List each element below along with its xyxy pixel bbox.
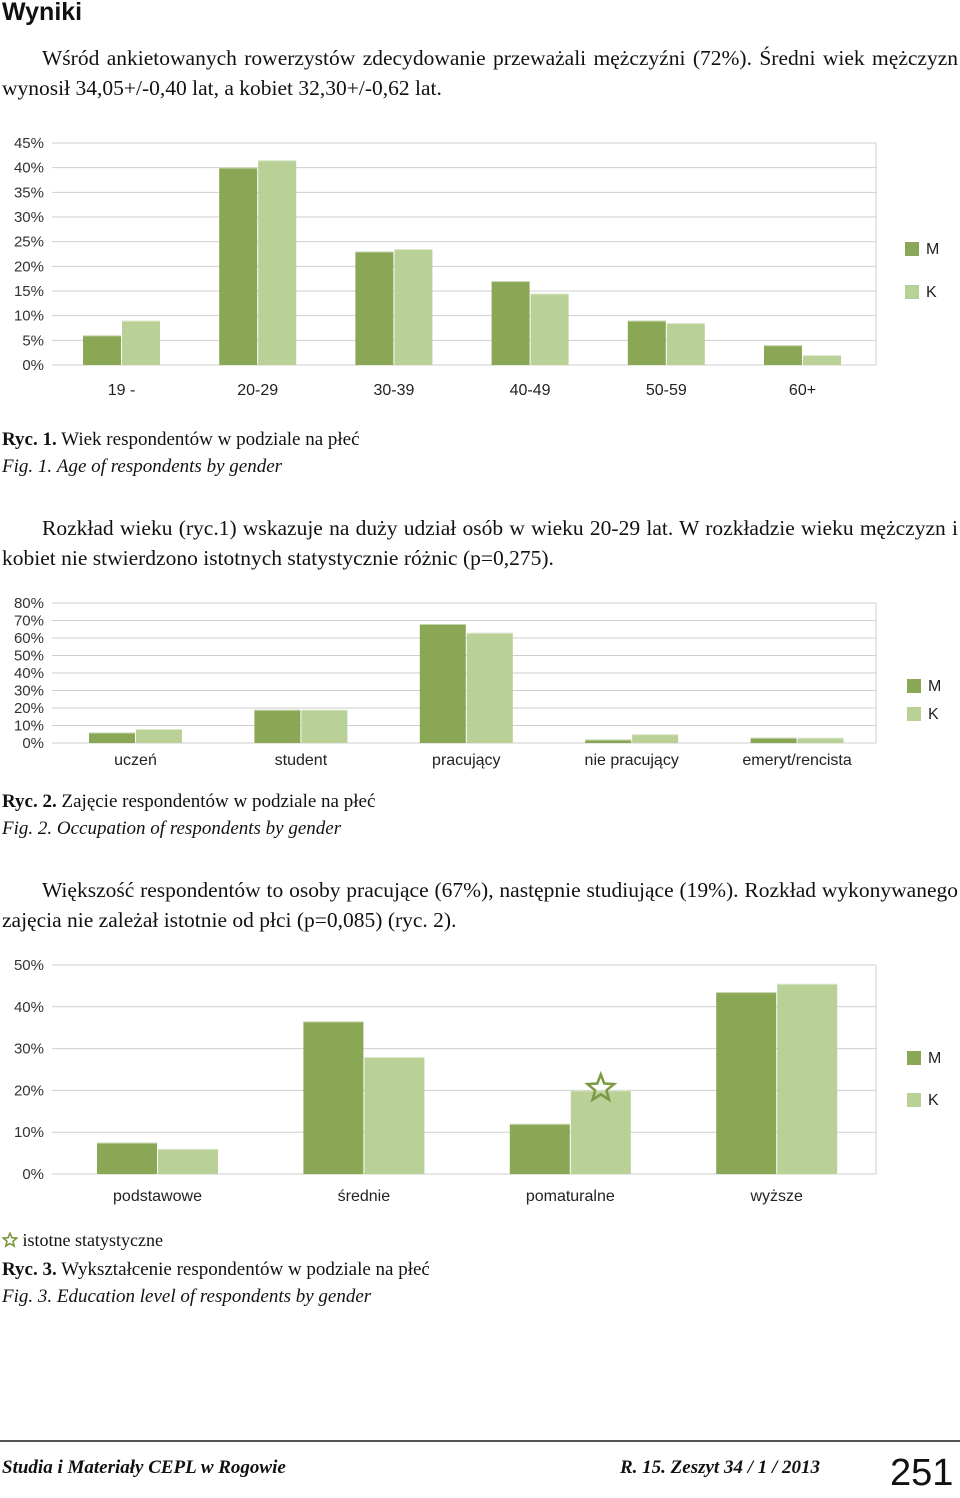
caption-fig2 (2, 788, 375, 842)
bar-m (420, 624, 466, 743)
section-title: Wyniki (2, 0, 83, 26)
caption-fig2-fig-label: Fig. 2. (2, 818, 53, 839)
bar-m (628, 321, 666, 365)
footer-journal: Studia i Materiały CEPL w Rogowie (2, 1457, 286, 1478)
category-label: 20-29 (237, 382, 279, 399)
caption-fig1-ryc-label: Ryc. 1. (2, 429, 57, 450)
y-tick-label: 30% (13, 682, 44, 700)
caption-fig2-ryc-label: Ryc. 2. (2, 791, 57, 812)
y-tick-label: 35% (13, 184, 44, 202)
legend-swatch-m (905, 242, 919, 256)
category-label: pomaturalne (525, 1188, 615, 1205)
caption-fig3 (2, 1256, 430, 1310)
page-number: 251 (890, 1452, 954, 1494)
legend-label: K (928, 706, 939, 723)
bar-m (764, 345, 802, 365)
y-tick-label: 10% (13, 307, 44, 325)
category-label: wyższe (750, 1188, 803, 1205)
category-label: nie pracujący (584, 752, 679, 769)
significance-note-text: istotne statystyczne (22, 1230, 163, 1250)
y-tick-label: 0% (22, 735, 44, 752)
category-label: 50-59 (645, 382, 687, 399)
paragraph-3: Większość respondentów to osoby pracujące (67%), następnie studiujące (19%). Rozkład wykonywanego zajęcia nie zależał istotnie od płci (p=0,085) (ryc. 2). (2, 878, 958, 932)
caption-fig1-fig-text: Age of respondents by gender (56, 456, 283, 477)
legend-label: M (926, 241, 940, 258)
y-tick-label: 15% (13, 283, 44, 300)
y-tick-label: 10% (13, 717, 44, 735)
bar-m (716, 992, 776, 1174)
category-label: 19 - (107, 382, 136, 399)
legend-swatch-k (905, 285, 919, 299)
category-label: podstawowe (113, 1188, 202, 1205)
bar-m (492, 281, 530, 365)
bar-k (122, 321, 160, 365)
footer-issue: R. 15. Zeszyt 34 / 1 / 2013 (620, 1457, 821, 1478)
chart-occupation-by-gender (0, 590, 960, 780)
y-tick-label: 40% (13, 665, 44, 682)
y-tick-label: 20% (13, 700, 44, 717)
category-label: emeryt/rencista (742, 752, 852, 769)
bar-k (531, 293, 569, 365)
legend-label: K (926, 284, 937, 301)
bar-k (301, 710, 347, 743)
y-tick-label: 20% (13, 1082, 44, 1100)
category-label: średnie (337, 1188, 391, 1205)
y-tick-label: 40% (13, 998, 44, 1016)
y-tick-label: 30% (13, 1040, 44, 1058)
y-tick-label: 5% (22, 332, 44, 350)
caption-fig3-fig-text: Education level of respondents by gender (56, 1286, 372, 1307)
caption-fig2-fig-text: Occupation of respondents by gender (56, 818, 342, 839)
y-tick-label: 25% (13, 233, 44, 251)
y-tick-label: 60% (13, 630, 44, 647)
category-label: 40-49 (509, 382, 551, 399)
footer-rule (0, 1440, 960, 1442)
legend-swatch-m (907, 1051, 921, 1065)
category-label: 30-39 (373, 382, 415, 399)
y-tick-label: 80% (13, 595, 44, 612)
bar-k (632, 734, 678, 743)
bar-k (136, 729, 182, 743)
category-label: uczeń (114, 752, 157, 769)
bar-k (667, 323, 705, 365)
legend-label: K (928, 1092, 939, 1109)
paragraph-1: Wśród ankietowanych rowerzystów zdecydowanie przeważali mężczyźni (72%). Średni wiek mężczyzn wynosił 34,05+/-0,40 lat, a kobiet 32,30+/-0,62 lat. (2, 46, 958, 100)
bar-m (303, 1021, 363, 1174)
bar-k (777, 984, 837, 1174)
caption-fig3-fig-label: Fig. 3. (2, 1286, 53, 1307)
bar-m (254, 710, 300, 743)
bar-m (89, 733, 135, 744)
chart-age-by-gender (0, 130, 960, 410)
legend-swatch-m (907, 679, 921, 693)
caption-fig1 (2, 426, 360, 480)
y-tick-label: 40% (13, 159, 44, 177)
caption-fig3-ryc-text: Wykształcenie respondentów w podziale na płeć (61, 1259, 430, 1280)
caption-fig1-fig-label: Fig. 1. (2, 456, 53, 477)
legend-label: M (928, 1050, 942, 1067)
bar-m (219, 168, 257, 365)
legend-swatch-k (907, 1093, 921, 1107)
category-label: 60+ (788, 382, 817, 399)
bar-m (510, 1124, 570, 1174)
legend-label: M (928, 678, 942, 695)
legend-swatch-k (907, 707, 921, 721)
chart-education-by-gender (0, 948, 960, 1218)
category-label: student (274, 752, 328, 769)
bar-k (394, 249, 432, 365)
category-label: pracujący (432, 752, 501, 769)
bar-m (97, 1143, 157, 1174)
y-tick-label: 30% (13, 209, 44, 226)
y-tick-label: 45% (13, 135, 44, 152)
paragraph-2: Rozkład wieku (ryc.1) wskazuje na duży udział osób w wieku 20-29 lat. W rozkładzie wieku mężczyzn i kobiet nie stwierdzono istotnych statystycznie różnic (p=0,275). (2, 516, 958, 570)
caption-fig1-ryc-text: Wiek respondentów w podziale na płeć (61, 429, 360, 450)
bar-k (803, 355, 841, 365)
bar-k (467, 633, 513, 743)
caption-fig2-ryc-text: Zajęcie respondentów w podziale na płeć (61, 791, 376, 812)
y-tick-label: 0% (22, 1166, 44, 1183)
significance-note (2, 1230, 163, 1251)
bar-k (364, 1057, 424, 1174)
y-tick-label: 50% (13, 647, 44, 665)
bar-m (83, 335, 121, 365)
y-tick-label: 20% (13, 258, 44, 276)
y-tick-label: 70% (13, 612, 44, 630)
y-tick-label: 0% (22, 357, 44, 374)
y-tick-label: 50% (13, 957, 44, 974)
y-tick-label: 10% (13, 1124, 44, 1142)
caption-fig3-ryc-label: Ryc. 3. (2, 1259, 57, 1280)
bar-m (355, 252, 393, 365)
bar-k (258, 160, 296, 365)
bar-k (571, 1090, 631, 1174)
bar-k (158, 1149, 218, 1174)
star-icon (2, 1232, 18, 1248)
